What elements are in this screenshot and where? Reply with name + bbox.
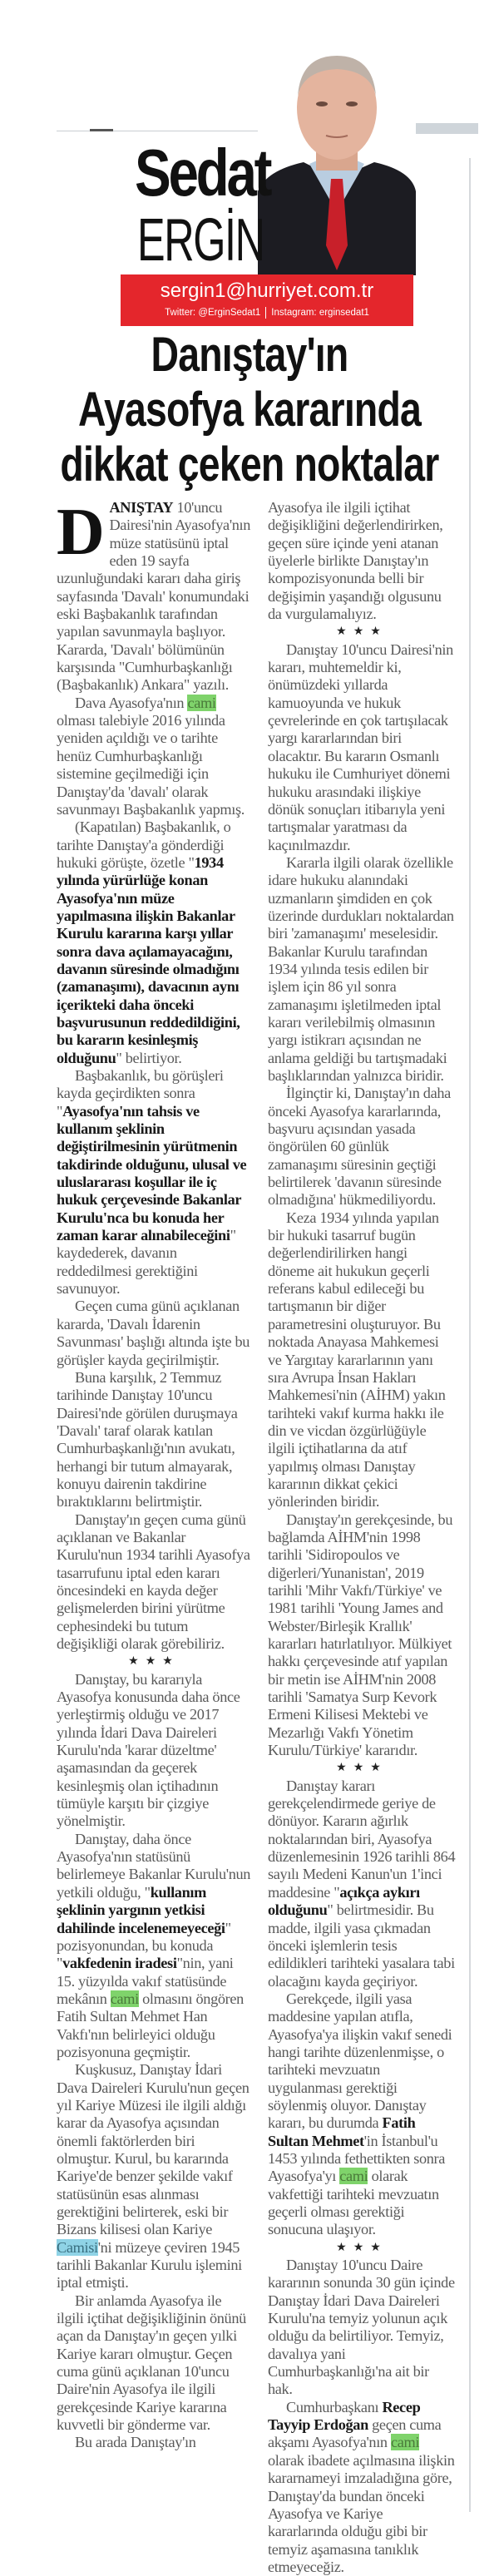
- text-run: " kaydederek, davanın reddedilmesi gerektiğini savunuyor.: [57, 1227, 236, 1298]
- text-run: İlginçtir ki, Danıştay'ın daha önceki Ayasofya kararlarında, başvuru açısından yasada öngörülen 60 günlük zamanaşımı süresinin geçtiği belirtilerek 'davanın süresinde olmadığına' hükmediliyordu.: [268, 1085, 451, 1209]
- title-line: dikkat çeken noktalar: [60, 438, 439, 492]
- contact-bar: [121, 274, 413, 326]
- text-run: geçen cuma akşamı Ayasofya'nın: [268, 2416, 442, 2451]
- article-paragraph: [57, 1511, 251, 1654]
- text-run: "nin, yani 15. yüzyılda vakıf statüsünde mekânın: [57, 1955, 234, 2007]
- section-divider-stars: [57, 1653, 251, 1670]
- text-run: " pozisyonundan, bu konuda ": [57, 1919, 231, 1972]
- text-run: ★★★: [128, 1655, 180, 1669]
- text-run: Buna karşılık, 2 Temmuz tarihinde Danıştay 10'uncu Dairesi'nde görülen duruşmaya 'Davalı' taraf olarak katılan Cumhurbaşkanlığı'nın avukatı, herhangi bir tutum almayarak, konuyu dairenin takdirine bıraktıklarını belirtmiştir.: [57, 1368, 238, 1510]
- text-run: olmasını öngören Fatih Sultan Mehmet Han Vakfı'nın belirleyici olduğu pozisyonuna geçmiştir.: [57, 1990, 244, 2060]
- article-paragraph: [57, 496, 251, 695]
- article-title: [0, 328, 499, 492]
- text-run: Danıştay 10'uncu Dairesi'nin kararı, muhtemeldir ki, önümüzdeki yıllarda kamuoyunda ve hukuk çevrelerinde en çok tartışılacak yargı kararlarından biri olacaktır. Bu kararın Osmanlı hukuku ile Cumhuriyet dönemi hukuku arasındaki ilişkiye dönük sonuçları itibarıyla yeni tartışmalar yaratması da kaçınılmazdır.: [268, 640, 453, 853]
- article-paragraph: [57, 2434, 251, 2451]
- article-paragraph: [57, 2061, 251, 2292]
- article-paragraph: [57, 1671, 251, 1831]
- text-run: Geçen cuma günü açıklanan kararda, 'Davalı İdarenin Savunması' başlığı altında işte bu görüşler kayda geçirilmiştir.: [57, 1298, 250, 1368]
- section-divider-stars: [268, 2239, 456, 2257]
- highlighted-word: cami: [110, 1990, 139, 2007]
- author-first-name: Sedat: [135, 136, 270, 210]
- title-line: Danıştay'ın: [151, 328, 348, 382]
- text-run: Danıştay'ın geçen cuma günü açıklanan ve Bakanlar Kurulu'nun 1934 tarihli Ayasofya tasarrufunu iptal eden kararı öncesindeki en kayda değer gelişmelerden birini yürütme cephesindeki bu tutum değişikliği olarak görebiliriz.: [57, 1510, 250, 1652]
- text-run: 10'uncu Dairesi'nin Ayasofya'nın müze statüsünü iptal eden 19 sayfa uzunluğundaki kararı daha giriş sayfasında 'Davalı' konumundaki eski Başbakanlık tarafından yapılan savunmayla başlıyor. Kararda, 'Davalı' bölümünün karşısında "Cumhurbaşkanlığı (Başbakanlık) Ankara" yazılı.: [57, 499, 251, 694]
- text-run: Başbakanlık, bu görüşleri kayda geçirdikten sonra ": [57, 1067, 224, 1120]
- bold-quote: vakfedenin iradesi: [62, 1955, 177, 1972]
- text-run: Dava Ayasofya'nın: [75, 694, 188, 711]
- article-paragraph: [268, 499, 456, 623]
- text-run: " belirtmesidir. Bu madde, ilgili yasa çıkmadan önceki işlemlerin tesis edildikleri tarihteki yasalara tabi olacağını kayda geçiriyor.: [268, 1901, 455, 1990]
- article-paragraph: [268, 1990, 456, 2239]
- text-run: 'ni müzeye çeviren 1945 tarihli Bakanlar Kurulu işlemini iptal etmişti.: [57, 2238, 242, 2292]
- text-run: " belirtiyor.: [116, 1049, 182, 1066]
- text-run: Gerekçede, ilgili yasa maddesine yapılan atıfla, Ayasofya'ya ilişkin vakıf senedi hangi tarihte düzenlenmişse, o tarihteki mevzuatın uygulanması gerektiği söylenmiş oluyor. Danıştay kararı, bu durumda: [268, 1990, 452, 2132]
- bold-quote: ANIŞTAY: [109, 499, 174, 516]
- text-run: Cumhurbaşkanı: [286, 2398, 383, 2415]
- article-paragraph: [268, 2399, 456, 2576]
- text-run: Bir anlamda Ayasofya ile ilgili içtihat değişikliğinin önünü açan da Danıştay'ın geçen yılki Kariye kararı olmuştur. Geçen cuma günü açıklanan 10'uncu Daire'nin Ayasofya ile ilgili gerekçesinde Kariye kararına kuvvetli bir gönderme var.: [57, 2292, 246, 2434]
- article-column-left: [57, 496, 251, 2452]
- bold-quote: 1934 yılında yürürlüğe konan Ayasofya'nın müze yapılmasına ilişkin Bakanlar Kurulu kararına karşı yıllar sonra dava açılamayacağını, davanın süresinde olmadığını (zamanaşımı), davacının aynı içerikteki daha önceki başvurusunun reddedildiğini, bu kararın kesinleşmiş olduğunu: [57, 853, 240, 1066]
- author-last-name: ERGİN: [137, 207, 264, 274]
- text-run: Danıştay, daha önce Ayasofya'nın statüsünü belirlemeye Bakanlar Kurulu'nun yetkili olduğu, ": [57, 1830, 251, 1901]
- text-run: Kuşkusuz, Danıştay İdari Dava Daireleri Kurulu'nun geçen yıl Kariye Müzesi ile ilgili aldığı karar da Ayasofya açısından önemli faktörlerden biri olmuştur. Kurul, bu kararında Kariye'de benzer şekilde vakıf statüsünün esas alınması gerektiğini belirterek, eski bir Bizans kilisesi olan Kariye: [57, 2061, 250, 2238]
- article-paragraph: [268, 854, 456, 1085]
- article-paragraph: [268, 641, 456, 854]
- article-column-right: [268, 499, 456, 2576]
- bold-quote: Recep Tayyip Erdoğan: [268, 2398, 421, 2434]
- article-paragraph: [57, 2292, 251, 2435]
- text-run: 'in İstanbul'u 1453 yılında fethettikten sonra Ayasofya'yı: [268, 2132, 446, 2185]
- article-paragraph: [57, 1067, 251, 1298]
- drop-cap: D: [57, 496, 105, 569]
- title-line: Ayasofya kararında: [77, 383, 422, 437]
- article-paragraph: [57, 695, 251, 818]
- highlighted-word: cami: [339, 2168, 368, 2185]
- text-run: Danıştay, bu kararıyla Ayasofya konusunda daha önce yerleştirmiş olduğu ve 2017 yılında İdari Dava Daireleri Kurulu'nda 'karar düzeltme' aşamasından da geçerek kesinleşmiş olan içtihadının tümüyle karşıtı bir çizgiye yönelmiştir.: [57, 1670, 240, 1830]
- text-run: Keza 1934 yılında yapılan bir hukuki tasarruf bugün değerlendirilirken hangi döneme ait hukukun geçerli referans kabul edileceği bu tartışmanın bir diğer parametresini oluşturuyor. Bu noktada Anayasa Mahkemesi ve Yargıtay kararlarının yanı sıra Avrupa İnsan Hakları Mahkemesi'nin (AİHM) yakın tarihteki vakıf kurma hakkı ile din ve vicdan özgürlüğüyle ilgili içtihatlarına da atıf yapılmış olması Danıştay kararının dikkat çekici yönlerinden biridir.: [268, 1209, 446, 1510]
- article-paragraph: [57, 1831, 251, 2061]
- instagram-handle: Instagram: erginsedat1: [271, 308, 369, 318]
- text-run: Ayasofya ile ilgili içtihat değişikliğini değerlendirirken, geçen süre içinde yeni atanan üyelerle birlikte Danıştay'ın kompozisyonunda belli bir değişimin yaşandığı olgusunu da vurgulamalıyız.: [268, 499, 443, 623]
- twitter-handle: Twitter: @ErginSedat1: [165, 308, 261, 318]
- bold-quote: açıkça aykırı olduğunu: [268, 1883, 420, 1919]
- text-run: Bu arada Danıştay'ın: [75, 2434, 196, 2451]
- text-run: (Kapatılan) Başbakanlık, o tarihte Danıştay'a gönderdiği hukuki görüşte, özetle ": [57, 818, 231, 871]
- top-rule-mark: [90, 129, 113, 131]
- article-paragraph: [268, 1209, 456, 1511]
- article-paragraph: [57, 818, 251, 1067]
- text-run: olarak vakfettiği tarihteki mevzuatın geçerli olması gerektiği sonucuna ulaşıyor.: [268, 2168, 439, 2238]
- article-paragraph: [268, 1777, 456, 1990]
- text-run: Danıştay kararı gerekçelendirmede geriye de dönüyor. Kararın ağırlık noktalarından biri, Ayasofya düzenlemesinin 1926 tarihli 864 sayılı Medeni Kanun'un 1'inci maddesine ": [268, 1777, 456, 1901]
- text-run: ★★★: [336, 625, 388, 639]
- article-paragraph: [57, 1298, 251, 1368]
- text-run: Danıştay 10'uncu Daire kararının sonunda 30 gün içinde Danıştay İdari Dava Daireleri Kurulu'na temyiz yolunun açık olduğu da belirtiliyor. Temyiz, davalıya yani Cumhurbaşkanlığı'na ait bir hak.: [268, 2257, 455, 2398]
- separator: [265, 307, 266, 319]
- article-paragraph: [57, 1369, 251, 1511]
- text-run: Kararla ilgili olarak özellikle idare hukuku alanındaki uzmanların şimdiden en çok üzerinde durdukları noktalardan biri 'zamanaşımı' meselesidir. Bakanlar Kurulu tarafından 1934 yılında tesis edilen bir işlem için 86 yıl sonra zamanaşımı işletilmeden iptal kararı verilebilmiş olmasının yargı istikrarı açısından ne anlama geldiği bu tartışmadaki başlıklarından yalnızca biridir.: [268, 853, 454, 1084]
- text-run: olarak ibadete açılmasına ilişkin kararnameyi imzaladığına göre, Danıştay'da bundan önceki Ayasofya ve Kariye kararlarında olduğu gibi bir temyiz aşamasına tanıklık etmeyeceğiz.: [268, 2451, 455, 2575]
- column-rule: [469, 158, 471, 2512]
- section-divider-stars: [268, 1759, 456, 1777]
- article-paragraph: [268, 2257, 456, 2399]
- author-photo: [258, 46, 416, 275]
- section-divider-stars: [268, 623, 456, 640]
- highlighted-word: Camisi: [57, 2238, 98, 2256]
- bold-quote: kullanım şeklinin yargının yetkisi dahilinde incelenemeyeceği: [57, 1883, 225, 1936]
- highlighted-word: cami: [187, 694, 216, 711]
- social-handles: [121, 304, 413, 321]
- article-paragraph: [268, 1085, 456, 1209]
- text-run: Danıştay'ın gerekçesinde, bu bağlamda AİHM'nin 1998 tarihli 'Sidiropoulos ve diğerleri/Yunanistan', 2019 tarihli 'Mihr Vakfı/Türkiye' ve 1981 tarihli 'Young James and Webster/Birleşik Krallık' kararları hatırlatılıyor. Mülkiyet hakkı çerçevesinde atıf yapılan bir metin ise AİHM'nin 2008 tarihli 'Samatya Surp Kevork Ermeni Kilisesi Mektebi ve Mezarlığı Vakfı Yönetim Kurulu/Türkiye' kararıdır.: [268, 1510, 453, 1759]
- author-email: sergin1@hurriyet.com.tr: [160, 279, 374, 302]
- article-paragraph: [268, 1511, 456, 1760]
- text-run: ★★★: [336, 1762, 388, 1775]
- text-run: olması talebiyle 2016 yılında yeniden açıldığı ve o tarihte henüz Cumhurbaşkanlığı sistemine geçilmediği için Danıştay'da 'davalı' olarak savunmayı Başbakanlık yapmış.: [57, 712, 245, 818]
- bold-quote: Ayasofya'nın tahsis ve kullanım şeklinin değiştirilmesinin yürütmenin takdirinde olduğunu, ulusal ve uluslararası koşullar ile iç hukuk çerçevesinde Bakanlar Kurulu'nca bu konuda her zaman karar alınabileceğini: [57, 1102, 247, 1244]
- bold-quote: Fatih Sultan Mehmet: [268, 2114, 416, 2149]
- text-run: ★★★: [336, 2241, 388, 2254]
- highlighted-word: cami: [390, 2434, 420, 2451]
